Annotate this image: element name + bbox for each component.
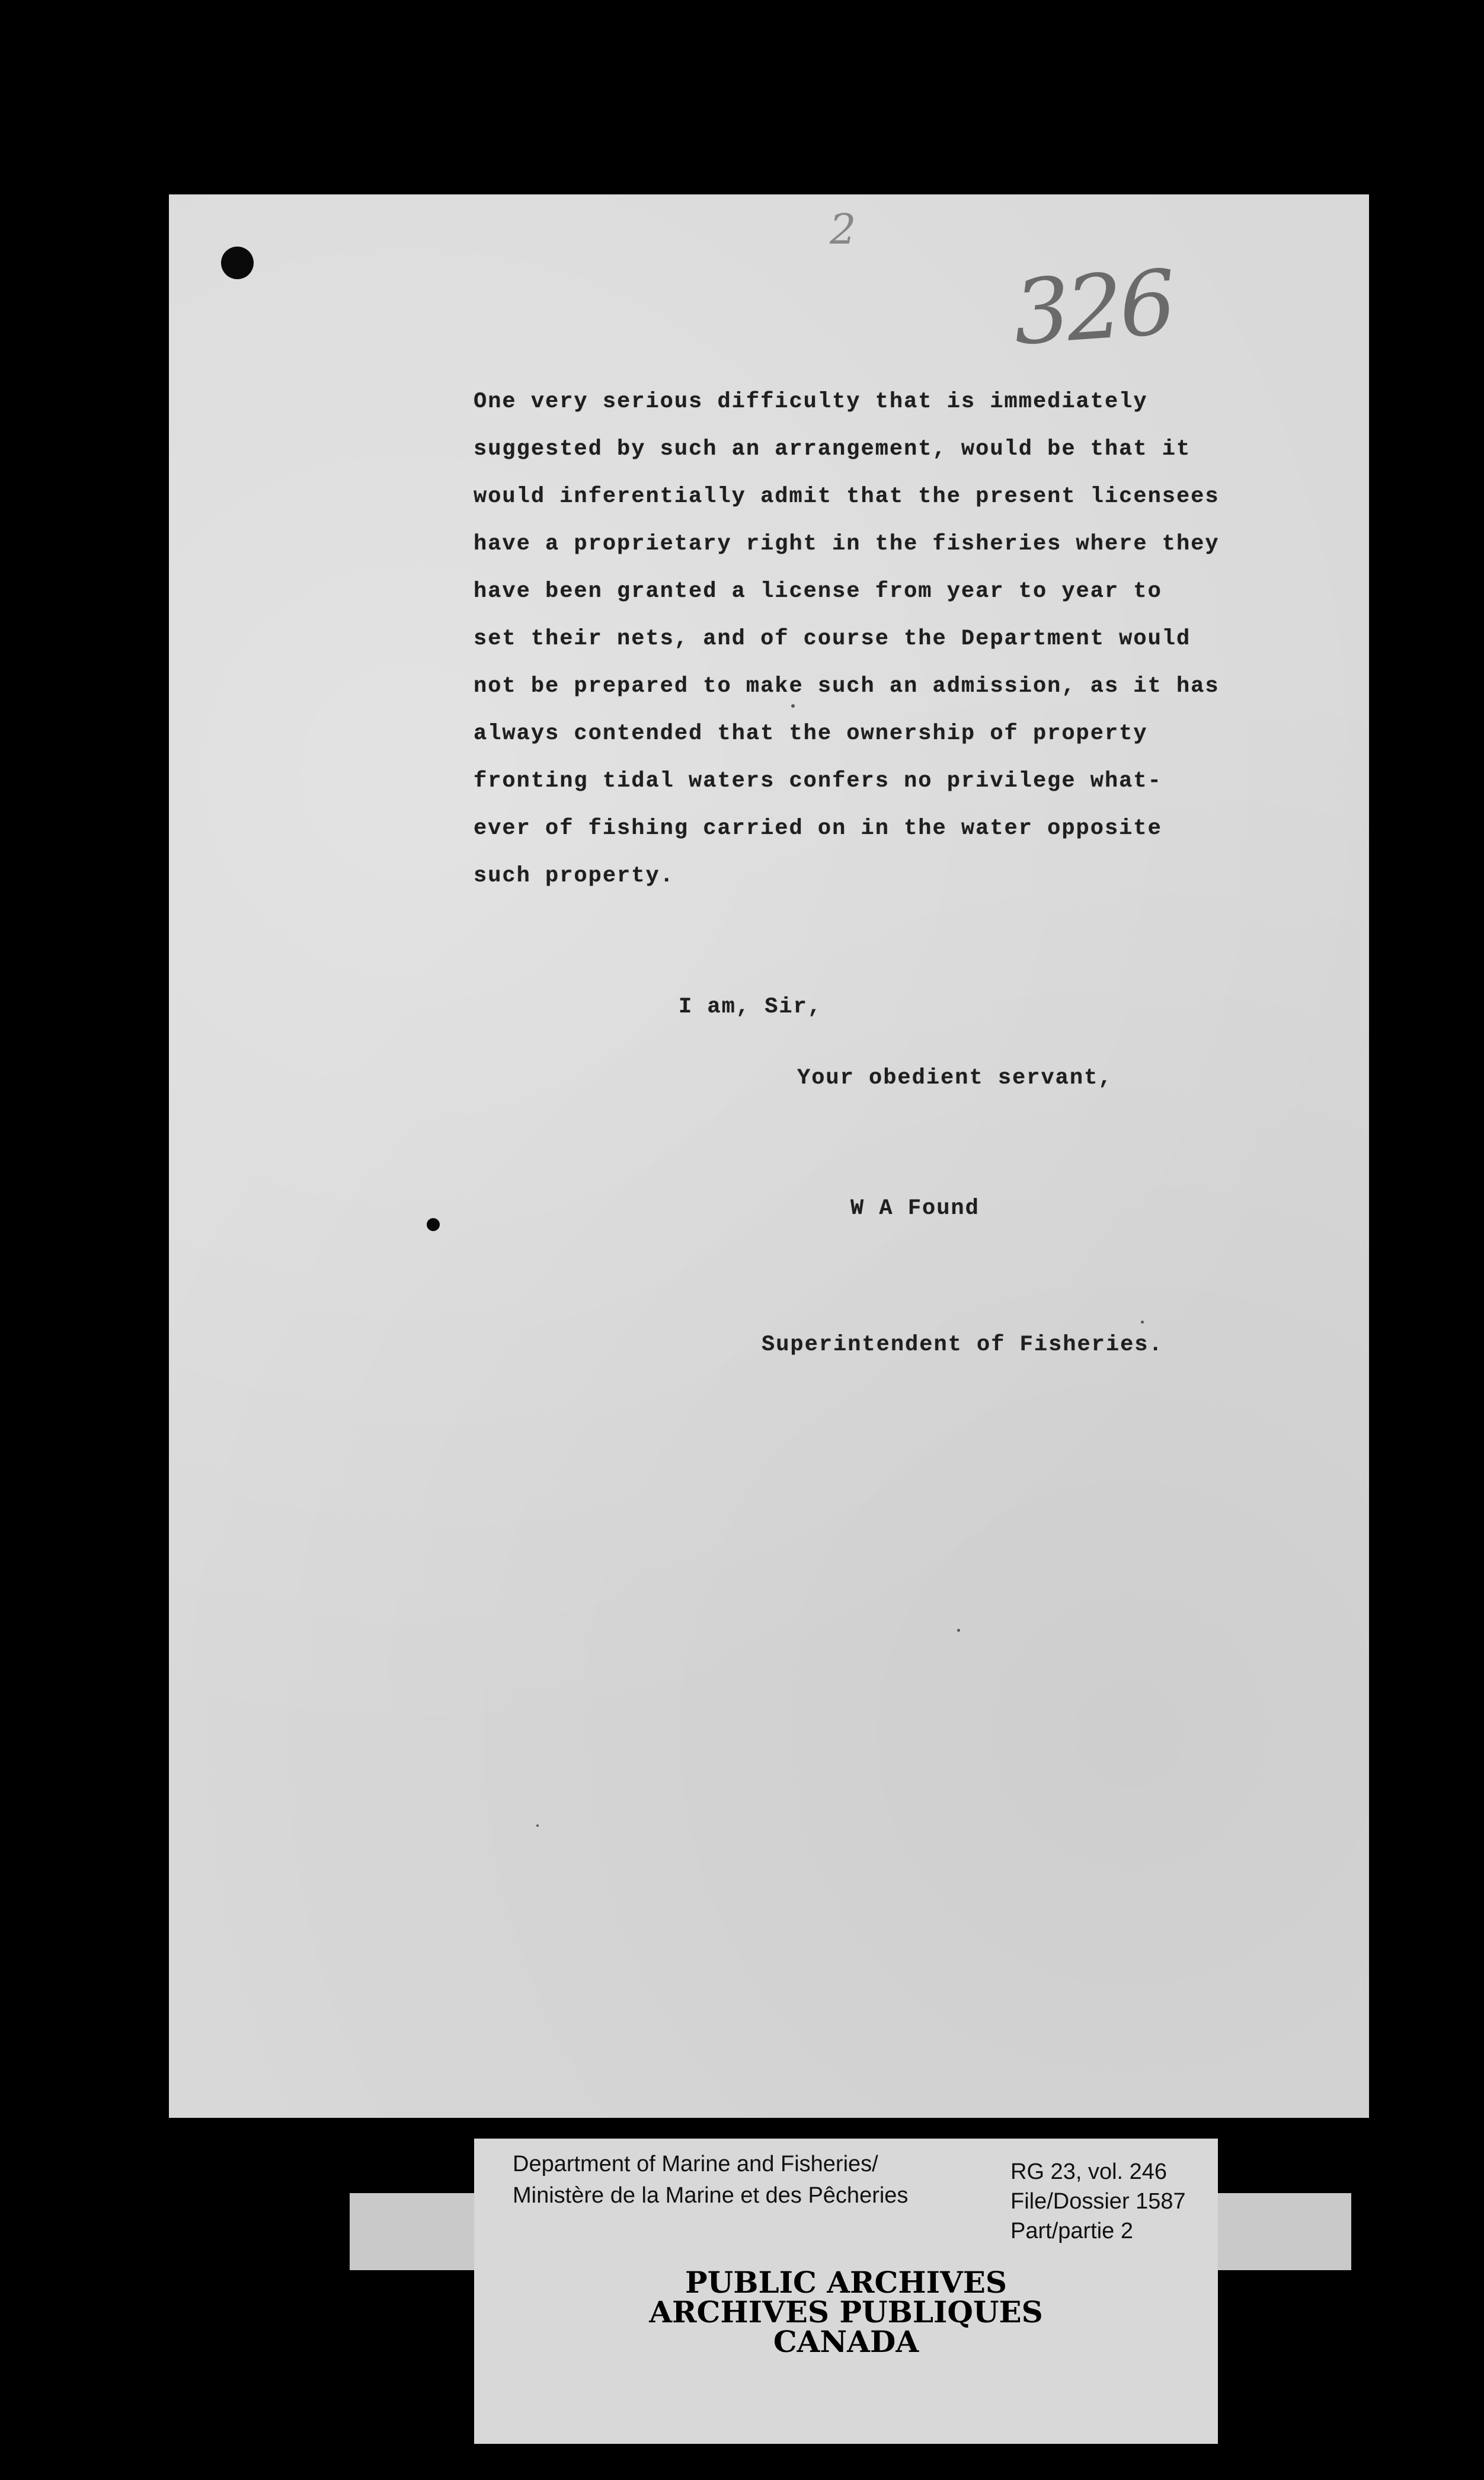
document-page bbox=[169, 194, 1369, 2118]
paper-speck bbox=[1141, 1321, 1144, 1324]
punch-hole bbox=[221, 247, 254, 279]
archive-country: CANADA bbox=[773, 2324, 919, 2359]
archive-label bbox=[474, 2139, 1218, 2444]
paper-speck bbox=[536, 1824, 539, 1827]
body-line: such property. bbox=[474, 864, 674, 889]
department-english: Department of Marine and Fisheries/ bbox=[513, 2152, 878, 2177]
closing: Your obedient servant, bbox=[797, 1066, 1113, 1091]
archive-title-english: PUBLIC ARCHIVES bbox=[685, 2265, 1007, 2300]
paper-speck bbox=[957, 1629, 960, 1632]
signature-title: Superintendent of Fisheries. bbox=[762, 1332, 1163, 1357]
part-number: Part/partie 2 bbox=[1010, 2219, 1133, 2243]
body-line: One very serious difficulty that is immediately bbox=[474, 389, 1148, 414]
department-french: Ministère de la Marine et des Pêcheries bbox=[513, 2183, 909, 2208]
label-strip bbox=[350, 2193, 492, 2270]
body-line: not be prepared to make such an admission, as it has bbox=[474, 674, 1220, 699]
archive-title-french: ARCHIVES PUBLIQUES bbox=[649, 2294, 1043, 2329]
body-line: have been granted a license from year to year to bbox=[474, 579, 1162, 604]
paper-speck bbox=[791, 704, 795, 708]
body-line: suggested by such an arrangement, would be that it bbox=[474, 437, 1191, 462]
body-line: ever of fishing carried on in the water opposite bbox=[474, 816, 1162, 841]
salutation: I am, Sir, bbox=[679, 995, 823, 1020]
body-line: always contended that the ownership of property bbox=[474, 721, 1148, 746]
file-number: File/Dossier 1587 bbox=[1010, 2189, 1186, 2214]
body-line: have a proprietary right in the fisheries where they bbox=[474, 532, 1220, 557]
punch-hole bbox=[427, 1218, 440, 1231]
signature: W A Found bbox=[850, 1196, 980, 1221]
record-group: RG 23, vol. 246 bbox=[1010, 2159, 1168, 2184]
body-line: would inferentially admit that the present licensees bbox=[474, 484, 1220, 509]
body-line: set their nets, and of course the Department would bbox=[474, 627, 1191, 651]
page-marker: 2 bbox=[830, 205, 856, 254]
label-strip bbox=[1206, 2193, 1351, 2270]
handwritten-page-number: 326 bbox=[1010, 251, 1176, 366]
letter-body bbox=[474, 378, 1321, 900]
body-line: fronting tidal waters confers no privilege what- bbox=[474, 769, 1162, 794]
